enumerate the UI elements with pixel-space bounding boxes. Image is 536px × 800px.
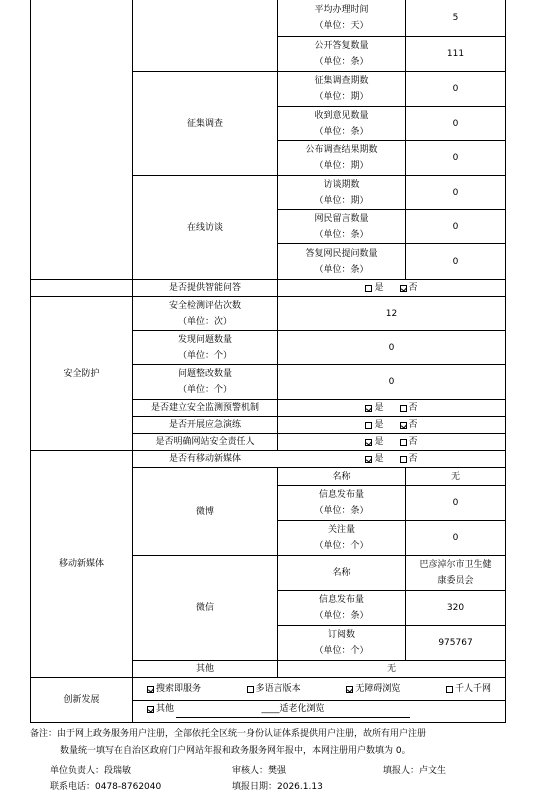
security-monitor-yes[interactable] xyxy=(365,400,383,416)
security-drill-no[interactable] xyxy=(400,417,418,433)
innovation-other-option[interactable] xyxy=(147,701,174,717)
avg-days-value: 5 xyxy=(452,13,459,23)
survey-results-unit: （单位：期） xyxy=(314,161,369,171)
interview-group-label: 在线访谈 xyxy=(186,222,223,233)
public-replies-unit: （单位：条） xyxy=(314,57,369,67)
checkbox-checked-icon xyxy=(365,405,372,412)
interview-messages-unit: （单位：条） xyxy=(314,229,369,240)
innovation-options xyxy=(133,678,505,700)
wechat-subscribers-unit: （单位：个） xyxy=(314,646,369,656)
mobile-has-no[interactable] xyxy=(400,451,418,467)
interview-messages-label-text: 网民留言数量 xyxy=(314,213,369,224)
security-fixed-unit: （单位：个） xyxy=(177,385,232,395)
survey-opinions-label-text: 收到意见数量 xyxy=(314,110,369,121)
weibo-name-value: 无 xyxy=(450,471,460,482)
checkbox-empty-icon xyxy=(400,405,407,412)
innovation-option-search-text: 搜索即服务 xyxy=(156,684,202,694)
security-found-label xyxy=(133,331,277,364)
public-replies-label-text: 公开答复数量 xyxy=(314,41,369,51)
smart-qa-no-text: 否 xyxy=(408,283,418,293)
wechat-name-value xyxy=(406,556,505,590)
security-drill-label: 是否开展应急演练 xyxy=(168,420,241,430)
security-drill-yes[interactable] xyxy=(365,417,383,433)
wechat-posts-unit: （单位：条） xyxy=(314,611,369,621)
checkbox-checked-icon xyxy=(365,439,372,446)
survey-opinions-unit: （单位：条） xyxy=(314,126,369,137)
interview-answers-label xyxy=(278,244,405,279)
mobile-has-yes-text: 是 xyxy=(374,454,384,464)
interview-answers-label-text: 答复网民提问数量 xyxy=(305,248,378,259)
security-owner-no[interactable] xyxy=(400,434,418,450)
mobile-section-label: 移动新媒体 xyxy=(58,559,104,569)
weibo-posts-label-text: 信息发布量 xyxy=(318,490,364,500)
smart-qa-options xyxy=(278,280,505,296)
weibo-posts-value: 0 xyxy=(452,498,459,508)
wechat-name-line1: 巴彦淖尔市卫生健 xyxy=(419,560,492,570)
footer-phone: 联系电话：0478-8762040 xyxy=(50,782,162,792)
footer-filler: 填报人：卢文生 xyxy=(383,766,447,776)
security-fixed-label-text: 问题整改数量 xyxy=(177,369,232,379)
security-monitor-no[interactable] xyxy=(400,400,418,416)
survey-results-label-text: 公布调查结果期数 xyxy=(305,145,378,155)
wechat-name-label: 名称 xyxy=(332,568,351,578)
weibo-posts-unit: （单位：条） xyxy=(314,506,369,516)
security-owner-options xyxy=(278,434,505,450)
survey-opinions-label xyxy=(278,107,405,140)
security-checks-label-text: 安全检测评估次数 xyxy=(168,300,241,311)
smart-qa-yes[interactable] xyxy=(365,280,383,296)
weibo-group-label: 微博 xyxy=(195,506,214,517)
innovation-section-label: 创新发展 xyxy=(63,695,100,705)
footer-note-line1: 备注：由于网上政务服务用户注册，全部依托全区统一身份认证体系提供用户注册，故所有用户注册 xyxy=(30,729,427,739)
innovation-option-multilang[interactable] xyxy=(247,681,301,697)
avg-days-label-text: 平均办理时间 xyxy=(314,5,369,15)
security-section-label: 安全防护 xyxy=(63,368,100,379)
footer-date: 填报日期：2026.1.13 xyxy=(232,782,323,792)
security-checks-label xyxy=(133,297,277,330)
innovation-option-accessible[interactable] xyxy=(346,681,400,697)
checkbox-empty-icon xyxy=(247,686,254,693)
checkbox-checked-icon xyxy=(346,686,353,693)
checkbox-checked-icon xyxy=(147,706,154,713)
checkbox-empty-icon xyxy=(400,439,407,446)
weibo-followers-unit: （单位：个） xyxy=(314,541,369,551)
checkbox-checked-icon xyxy=(365,456,372,463)
wechat-subscribers-label-text: 订阅数 xyxy=(327,630,355,640)
innovation-other-value-text: 适老化浏览 xyxy=(279,704,325,714)
security-checks-value: 12 xyxy=(385,308,398,319)
security-owner-label: 是否明确网站安全责任人 xyxy=(155,437,255,447)
footer-head: 单位负责人：段瑞敏 xyxy=(50,766,132,776)
weibo-posts-label xyxy=(278,486,405,520)
survey-issues-label-text: 征集调查期数 xyxy=(314,76,369,86)
security-owner-yes[interactable] xyxy=(365,434,383,450)
innovation-other-value: ____适老化浏览 xyxy=(176,701,410,718)
weibo-followers-label-text: 关注量 xyxy=(327,525,355,535)
survey-opinions-value: 0 xyxy=(452,118,459,129)
footer-note-line2: 数量统一填写在自治区政府门户网站年报和政务服务网年报中，本网注册用户数填为 0。 xyxy=(60,746,411,756)
security-monitor-no-text: 否 xyxy=(408,403,418,413)
checkbox-empty-icon xyxy=(446,686,453,693)
security-monitor-options xyxy=(278,400,505,416)
survey-group-label: 征集调查 xyxy=(186,118,223,129)
public-replies-label xyxy=(278,37,405,71)
wechat-posts-value: 320 xyxy=(446,603,465,613)
security-monitor-yes-text: 是 xyxy=(374,403,384,413)
checkbox-checked-icon xyxy=(400,285,407,292)
mobile-other-label: 其他 xyxy=(195,664,214,674)
interview-messages-label xyxy=(278,210,405,243)
interview-messages-value: 0 xyxy=(452,221,459,232)
innovation-option-multilang-text: 多语言版本 xyxy=(255,684,301,694)
wechat-subscribers-label xyxy=(278,626,405,660)
security-owner-yes-text: 是 xyxy=(374,437,384,447)
innovation-other xyxy=(133,701,505,722)
checkbox-checked-icon xyxy=(147,686,154,693)
survey-issues-value: 0 xyxy=(452,84,459,94)
security-drill-yes-text: 是 xyxy=(374,420,384,430)
security-found-unit: （单位：个） xyxy=(177,350,232,361)
interview-issues-value: 0 xyxy=(452,187,459,198)
innovation-option-personal-text: 千人千网 xyxy=(454,684,491,694)
security-fixed-label xyxy=(133,365,277,399)
checkbox-empty-icon xyxy=(365,285,372,292)
interview-answers-unit: （单位：条） xyxy=(314,264,369,275)
survey-results-label xyxy=(278,141,405,175)
security-found-value: 0 xyxy=(388,342,395,353)
security-drill-options xyxy=(278,417,505,433)
survey-results-value: 0 xyxy=(452,153,459,163)
innovation-option-personal[interactable] xyxy=(446,681,491,697)
avg-days-unit: （单位：天） xyxy=(314,21,369,31)
survey-issues-label xyxy=(278,72,405,106)
wechat-group-label: 微信 xyxy=(195,603,214,613)
mobile-other-value: 无 xyxy=(386,664,396,674)
security-found-label-text: 发现问题数量 xyxy=(177,334,232,345)
security-monitor-label: 是否建立安全监测预警机制 xyxy=(150,403,259,413)
smart-qa-yes-text: 是 xyxy=(374,283,384,293)
interview-issues-label xyxy=(278,176,405,209)
mobile-has-label: 是否有移动新媒体 xyxy=(168,454,241,464)
mobile-has-no-text: 否 xyxy=(408,454,418,464)
interview-issues-unit: （单位：期） xyxy=(314,195,369,206)
survey-issues-unit: （单位：期） xyxy=(314,92,369,102)
mobile-has-options xyxy=(278,451,505,467)
checkbox-empty-icon xyxy=(400,456,407,463)
innovation-option-search[interactable] xyxy=(147,681,201,697)
checkbox-checked-icon xyxy=(400,422,407,429)
weibo-name-label: 名称 xyxy=(332,471,351,482)
innovation-option-accessible-text: 无障碍浏览 xyxy=(355,684,401,694)
smart-qa-label: 是否提供智能问答 xyxy=(168,283,241,293)
wechat-name-line2: 康委员会 xyxy=(437,576,474,586)
public-replies-value: 111 xyxy=(446,49,465,59)
security-owner-no-text: 否 xyxy=(408,437,418,447)
weibo-followers-label xyxy=(278,521,405,555)
mobile-has-yes[interactable] xyxy=(365,451,383,467)
innovation-other-label: 其他 xyxy=(156,704,175,714)
interview-issues-label-text: 访谈期数 xyxy=(323,179,360,190)
checkbox-empty-icon xyxy=(365,422,372,429)
interview-answers-value: 0 xyxy=(452,256,459,267)
weibo-followers-value: 0 xyxy=(452,533,459,543)
wechat-posts-label-text: 信息发布量 xyxy=(318,595,364,605)
smart-qa-no[interactable] xyxy=(400,280,418,296)
wechat-posts-label xyxy=(278,591,405,625)
footer-reviewer: 审核人：樊强 xyxy=(232,766,287,776)
security-fixed-value: 0 xyxy=(388,377,395,387)
wechat-subscribers-value: 975767 xyxy=(438,638,473,648)
avg-days-label xyxy=(278,0,405,36)
security-drill-no-text: 否 xyxy=(408,420,418,430)
security-checks-unit: （单位：次） xyxy=(177,316,232,327)
